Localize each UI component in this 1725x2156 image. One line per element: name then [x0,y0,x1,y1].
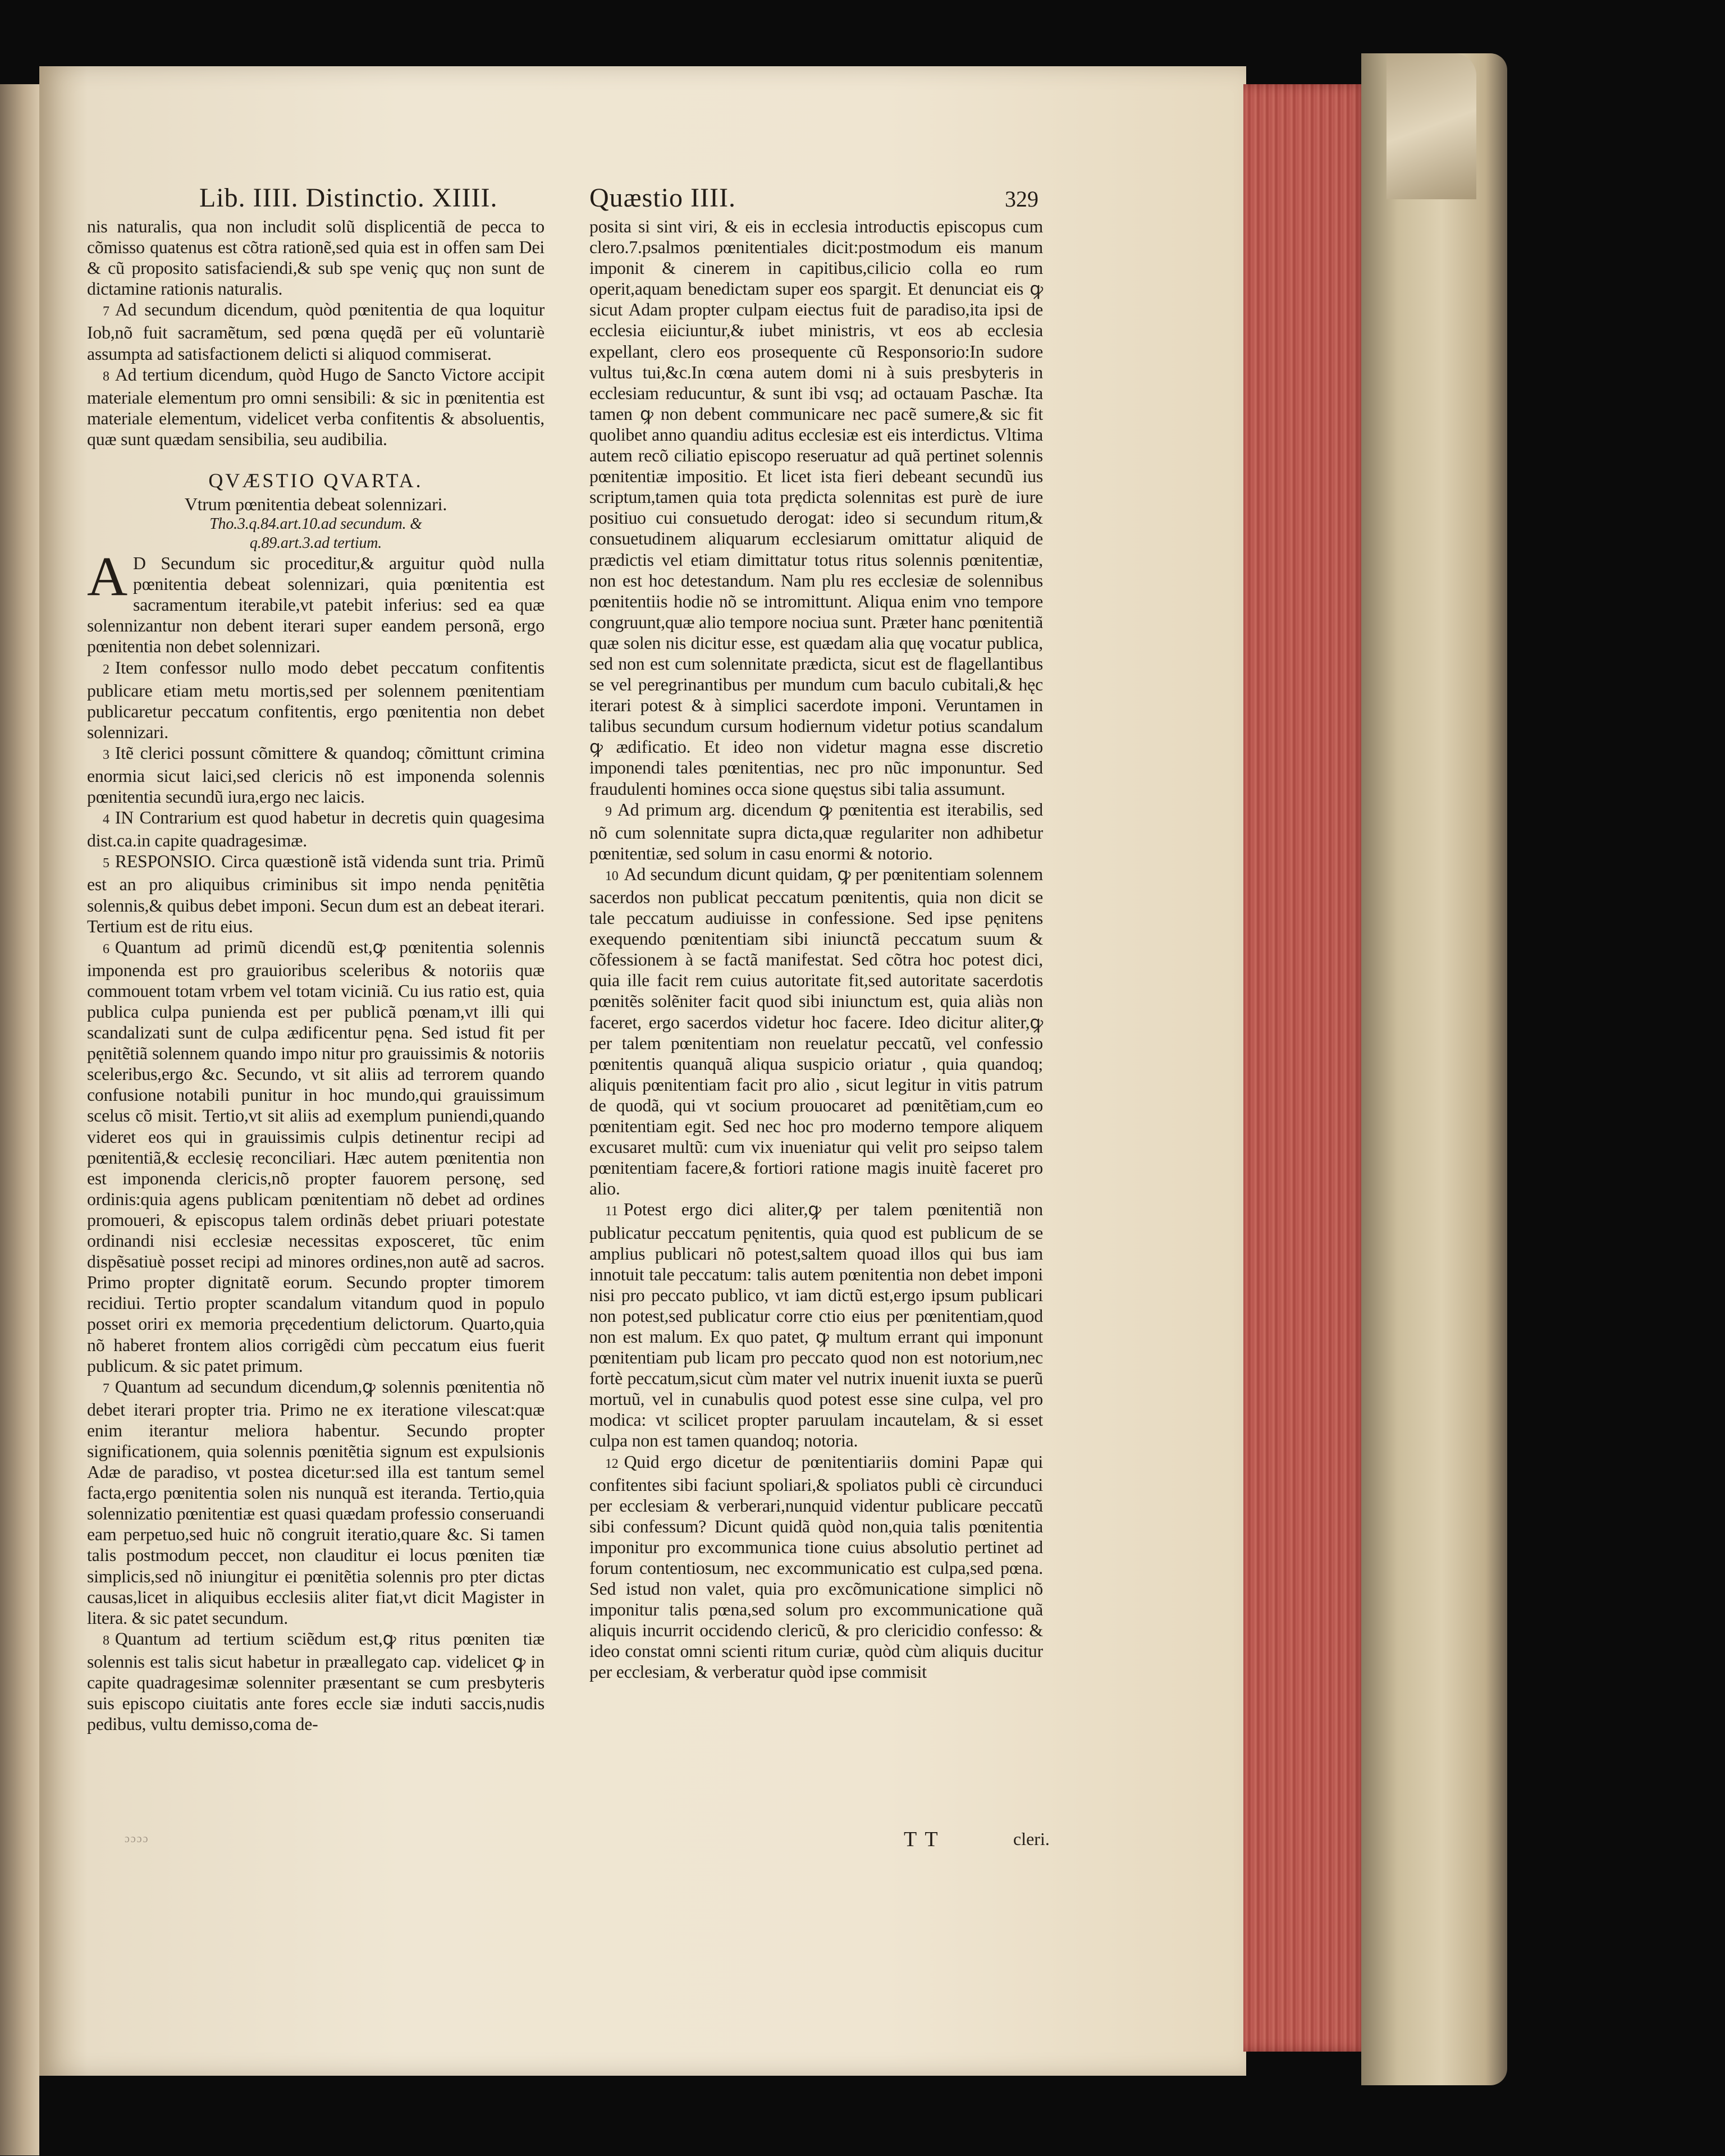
paragraph [87,851,545,936]
paragraph-text: RESPONSIO. Circa quæstionẽ istã videnda sunt tria. Primũ est an pro aliquibus criminibus sit impo nenda pęnitẽtia solennis,& quibus debet imponi. Secun dum est an debeat iterari. Tertium est de ritu eius. [87,852,545,936]
signature-mark: T T [904,1828,940,1851]
paragraph [589,799,1043,864]
running-head [0,182,1725,216]
paragraph-number: 7 [103,1381,109,1396]
paragraph [87,1376,545,1628]
paragraph-text: Ad primum arg. dicendum ꝙ pœnitentia est iterabilis, sed nõ cum solennitate supra dicta,quæ regulariter non adhibetur pœnitentiæ, sed solum in casu enormi & notorio. [589,799,1043,863]
paragraph-number: 9 [605,804,612,819]
paragraph [87,937,545,1376]
paragraph [589,1452,1043,1683]
paragraph: nis naturalis, qua non includit solũ displicentiã de pecca to cõmisso quatenus est cõtra rationẽ,sed quia est in offen sam Dei & cũ proposito satisfaciendi,& sub spe veniç quç non sunt de dictamine rationis naturalis. [87,217,545,299]
paragraph-text: Ad secundum dicunt quidam, ꝙ per pœnitentiam solennem sacerdos non publicat peccatum pœnitentis, quia non dicit se tale peccatum audiuisse in confessione. Sed ipse pęnitens exequendo pœnitentiam sibi iniunctã peccatum suum & cõfessionem à se factã manifestat. Sed cõtra hoc potest dici, quia ille facit rem cuius autoritate fit,sed autoritate sacerdotis pœnitẽs solẽniter facit quod sibi iniunctum est, quia aliàs non faceret, ergo sacerdos videtur hoc facere. Ideo dicitur aliter,ꝙ per talem pœnitentiam non reuelatur peccatũ, vel confessio pœnitentis quanquã aliqua suspicio oriatur , quia quandoq; aliquis pœnitentiam facit pro alio , sicut legitur in vitis patrum de quodã, qui vt socium prouocaret ad pœnitẽtiam,cum eo pœnitentiam egit. Sed nec hoc pro moderno tempore aliquem excusaret multũ: cum vix inueniatur qui velit pro seipso talem pœnitentiam facere,& fortiori ratione magis inuitè faceret pro alio. [589,864,1043,1199]
paragraph-text: Quid ergo dicetur de pœnitentiariis domini Papæ qui confitentes sibi faciunt spoliari,& spoliatos publi cè circunduci per ecclesiam & verberari,nunquid videntur publicare peccatũ sibi confessum? Dicunt quidã quòd non,quia talis pœnitentia imponitur pro excommunica tione cuius absolutio pertinet ad forum contentiosum, nec excommunicatio est culpa,sed pœna. Sed istud non valet, quia pro excõmunicatione simplici nõ imponitur talis pœna,sed solum pro excommunicatione quã aliquis incurrit occidendo clericũ, & pro clericidio confesso: & ideo constat omni scienti ritum curiæ, quòd cùm aliquis ducitur per ecclesiam, & verberatur quòd ipse commisit [589,1452,1043,1682]
paragraph-number: 2 [103,662,109,677]
paragraph [87,743,545,807]
paragraph-text: Item confessor nullo modo debet peccatum confitentis publicare etiam metu mortis,sed per solennem pœnitentiam publicaretur peccatum confitentis, ergo pœnitentia non debet solennizari. [87,657,545,742]
paragraph [589,1199,1043,1451]
paragraph-number: 7 [103,304,109,319]
paragraph-text: Itẽ clerici possunt cõmittere & quandoq; cõmittunt crimina enormia sicut laici,sed clericis nõ est imponenda solennis pœnitentia secundũ iura,ergo nec laicis. [87,743,545,807]
paragraph-number: 4 [103,812,109,827]
drop-cap: A [87,545,128,608]
paragraph-number: 10 [605,868,619,884]
paragraph [87,807,545,851]
right-column [589,216,1043,1683]
paragraph-text: Ad tertium dicendum, quòd Hugo de Sancto Victore accipit materiale elementum pro omni sensibili: & sic in pœnitentia est materiale elementum, videlicet verba confitentis & absoluentis, quæ sunt quædam sensibilia, seu audibilia. [87,364,545,449]
red-fore-edge [1243,84,1367,2052]
paragraph-number: 8 [103,369,109,384]
paragraph-text: Quantum ad tertium sciẽdum est,ꝙ ritus pœniten tiæ solennis est talis sicut habetur in præallegato cap. videlicet ꝙ in capite quadragesimæ solenniter præsentant se cum presbyteris suis episcopo ciuitatis ante fores eccle siæ induti saccis,nudis pedibus, vultu demisso,coma de- [87,1628,545,1734]
paragraph-text: Quantum ad secundum dicendum,ꝙ solennis pœnitentia nõ debet iterari propter tria. Primo ne ex iteratione vilescat:quæ enim iterantur meliora habentur. Secundo propter significationem, quia solennis pœnitẽtia signum est expulsionis Adæ de paradiso, vt postea dicetur:sed illa est tantum semel facta,ergo pœnitentia solen nis nunquã est iteranda. Tertio,quia solennizatio pœnitentiæ est quasi quædam professio conseruandi eam perpetuo,sed huic nõ congruit iteratio,quare &c. Si tamen talis postmodum peccet, non clauditur ei locus pœniten tiæ simplicis,sed nõ iniungitur ei pœnitẽtia solennis pro pter dictas causas,licet in aliquibus ecclesiis aliter fiat,vt dicit Magister in litera. & sic patet secundum. [87,1376,545,1628]
paragraph [87,657,545,743]
question-title: QVÆSTIO QVARTA. [208,469,423,492]
paragraph [87,545,545,657]
running-head-right: Quæstio IIII. [589,183,736,213]
paragraph-number: 6 [103,941,109,956]
paragraph-number: 12 [605,1456,619,1471]
faint-mark: ɔɔɔɔ [125,1833,149,1845]
vellum-cover [1361,53,1507,2085]
page-number: 329 [1005,186,1038,212]
paragraph-number: 5 [103,856,109,871]
paragraph [87,1628,545,1734]
paragraph-text: Potest ergo dici aliter,ꝙ per talem pœnitentiã non publicatur peccatum pęnitentis, quia quod est publicum de se amplius publicari nõ potest,saltem quoad illos qui bus iam innotuit tale peccatum: talis autem pœnitentia non debet imponi nisi pro peccato publico, vt iam dictũ est,ergo ipsum publicari non potest,sed publicatur corre ctio eius per pœnitentiam,quod non est malum. Ex quo patet, ꝙ multum errant qui imponunt pœnitentiam pub licam pro peccato quod non est notorium,nec fortè peccatum,sicut cùm mater vel nutrix inuenit iuxta se puerũ mortuũ, vel in cunabulis quod potest esse sine culpa, vel pro modica: vt scilicet propter paruulam incautelam, & si esset culpa non est tamen quandoq; notoria. [589,1200,1043,1451]
paragraph [87,299,545,364]
paragraph-text: D Secundum sic proceditur,& arguitur quòd nulla pœnitentia debeat solennizari, quia pœnitentia est sacramentum iterabile,vt patebit inferius: sed ea quæ solennizantur non debent iterari super eandem personã, ergo pœnitentia non debet solennizari. [87,553,545,657]
paragraph-number: 11 [605,1204,618,1219]
paragraph: posita si sint viri, & eis in ecclesia introductis episcopus cum clero.7.psalmos pœnitentiales dicit:postmodum eis manum imponit & cinerem in capitibus,cilicio colla eo rum operit,aquam benedictam super eos spargit. Et denunciat eis ꝙ sicut Adam propter culpam eiectus fuit de paradiso,ita ipsi de ecclesia eiiciuntur,& iubet ministris, vt eos ab ecclesia expellant, clero eos prosequente cũ Responsorio:In sudore vultus tui,&c.In cœna autem domi ni à suis presbyteris in ecclesiam reducuntur, & sunt ibi vsq; ad octauam Paschæ. Ita tamen ꝙ non debent communicare nec pacẽ sumere,& sic fit quolibet anno quandiu aditus ecclesiæ est eis interdictus. Vltima autem recõ ciliatio episcopo reseruatur ad quã pertinet solennis pœnitentiæ impositio. Et licet ista fieri debeant secundũ ius scriptum,tamen quia tota prędicta solennitas est purè de iure positiuo cui consuetudo derogat: ideo si secundum ritum,& consuetudinem aliquarum ecclesiarum omittatur aliquid de prædictis vel etiam dimittatur totus ritus solennis pœnitentiæ, non est hoc detestandum. Nam plu res ecclesiæ de solennibus pœnitentiis hodie nõ se intromittunt. Aliqua enim vno tempore congruunt,quæ alio tempore nociua sunt. Præter hanc pœnitentiã quæ solen nis dicitur esse, est quædam alia quę vocatur publica, sed non est cum solennitate prædicta, sicut est de flagellantibus se vel peregrinantibus per mundum cum baculo cubitali,& hęc iterari potest & à simplici sacerdote imponi. Veruntamen in talibus secundum cursum hodiernum videtur potius scandalum ꝙ ædificatio. Et ideo non videtur magna esse discretio imponendi tales pœnitentias, nec pro nũc imponuntur. Sed fraudulenti homines occa sione quęstus sibi talia assumunt. [589,217,1043,799]
question-reference: q.89.art.3.ad tertium. [249,534,382,552]
left-column [87,216,545,1734]
paragraph-text: Quantum ad primũ dicendũ est,ꝙ pœnitentia solennis imponenda est pro grauioribus sceleribus & notoriis quæ commouent totam vrbem vel totam viciniã. Cu ius ratio est, quia publica culpa punienda est per publicã pœnam,vt illi qui scandalizati sunt de culpa ædificentur pęna. Sed istud fit per pęnitẽtiã solennem quando impo nitur pro grauissimis & notoriis sceleribus,ergo &c. Secundo, vt sit aliis ad terrorem quando confusione notabili punitur in hoc mundo,qui grauissimum scelus cõ misit. Tertio,vt sit aliis ad exemplum puniendi,quando videret eos qui in grauissimis culpis detinentur recipi ad pœnitentiã,& ecclesię reconciliari. Hæc autem pœnitentia non est imponenda clericis,nõ propter fauorem personę, sed ordinis:quia agens publicam pœnitentiam nõ debet ad ordines promoueri, & episcopus talem ordinãs debet priuari potestate ordinandi nisi ecclesiæ necessitas exposceret, tũc enim dispẽsatiuè posset recipi ad minores ordines,non autẽ ad sacros. Primo propter dignitatẽ eorum. Secundo propter timorem recidiui. Tertio propter scandalum vitandum quod in populo posset oriri ex memoria pręcedentium delictorum. Quarto,quia nõ haberet frontem alios corrigẽdi cùm peccatum eius fuerit publicum. & sic patet primum. [87,937,545,1376]
paragraph-number: 3 [103,747,109,762]
catchword: cleri. [1013,1829,1050,1849]
running-head-left: Lib. IIII. Distinctio. XIIII. [199,183,498,213]
question-subtitle: Vtrum pœnitentia debeat solennizari. [184,494,447,515]
facing-page-edge [0,84,39,2155]
paragraph [87,364,545,450]
paragraph-text: Ad secundum dicendum, quòd pœnitentia de qua loquitur Iob,nõ fuit sacramẽtum, sed pœna quędã per eũ voluntariè assumpta ad satisfactionem delicti si aliquod commiserat. [87,300,545,364]
paragraph-text: IN Contrarium est quod habetur in decretis quin quagesima dist.ca.in capite quadragesimæ. [87,808,545,851]
paragraph [589,864,1043,1200]
question-reference: Tho.3.q.84.art.10.ad secundum. & [209,515,422,533]
vellum-cover-flap [1387,53,1476,199]
paragraph-number: 8 [103,1633,109,1648]
